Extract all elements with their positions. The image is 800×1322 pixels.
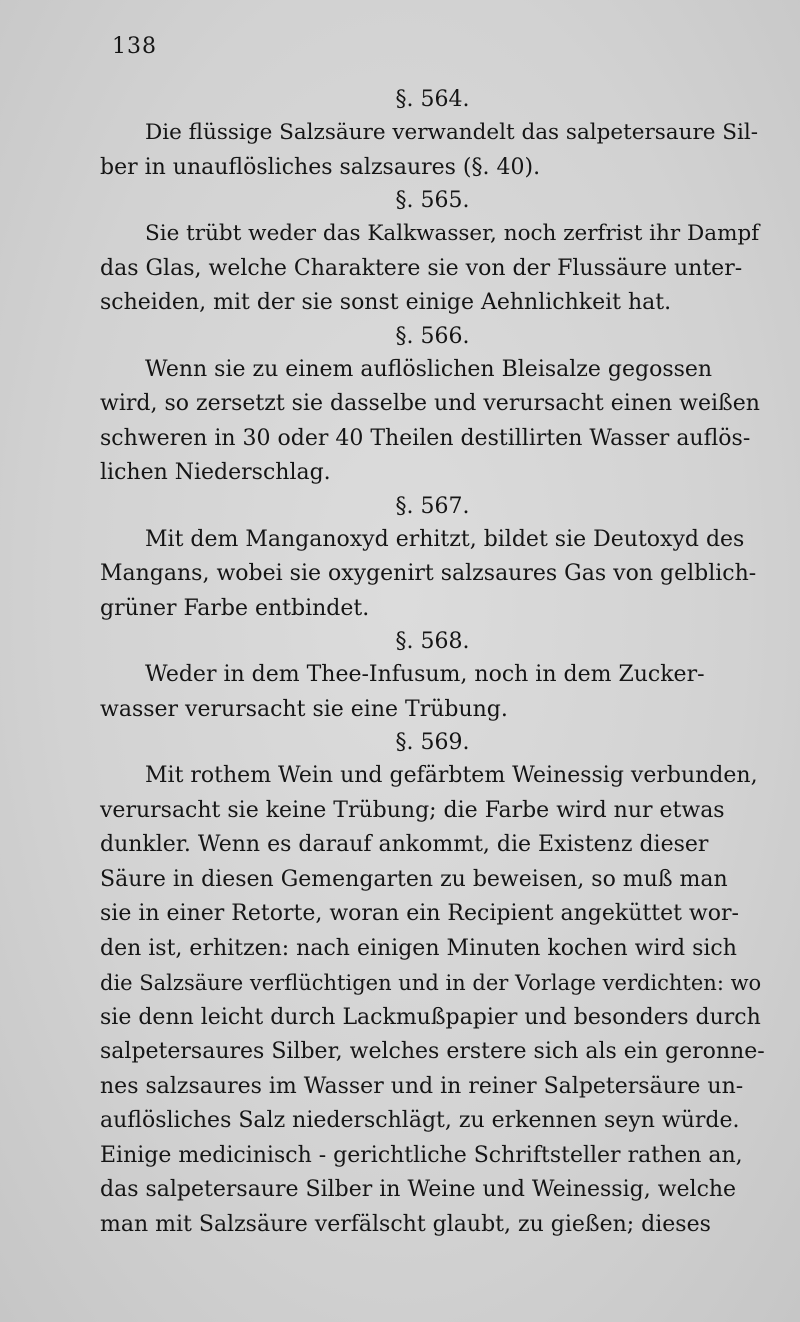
- text-line: wird, so zersetzt sie dasselbe und verursacht einen weißen: [100, 391, 760, 416]
- text-line: Wenn sie zu einem auflöslichen Bleisalze gegossen: [145, 356, 713, 382]
- text-line: Mit dem Manganoxyd erhitzt, bildet sie Deutoxyd des: [145, 526, 745, 552]
- section-568: [100, 626, 765, 727]
- text-line: den ist, erhitzen: nach einigen Minuten kochen wird sich: [100, 935, 737, 961]
- section-564: [100, 84, 765, 185]
- text-line: die Salzsäure verflüchtigen und in der Vorlage verdichten: wo: [100, 971, 762, 995]
- text-line: salpetersaures Silber, welches erstere sich als ein geronne-: [100, 1039, 765, 1064]
- text-line: man mit Salzsäure verfälscht glaubt, zu gießen; dieses: [100, 1211, 711, 1237]
- text-line: sie in einer Retorte, woran ein Recipient angeküttet wor-: [100, 901, 739, 926]
- text-line: dunkler. Wenn es darauf ankommt, die Existenz dieser: [100, 832, 709, 857]
- text-line: schweren in 30 oder 40 Theilen destillirten Wasser auflös-: [100, 425, 751, 451]
- section-paragraph: [100, 353, 765, 491]
- text-line: nes salzsaures im Wasser und in reiner Salpetersäure un-: [100, 1073, 744, 1099]
- text-line: Die flüssige Salzsäure verwandelt das salpetersaure Sil-: [145, 120, 759, 145]
- section-567: [100, 491, 765, 627]
- text-line: Weder in dem Thee-Infusum, noch in dem Zucker-: [145, 662, 705, 687]
- section-paragraph: [100, 217, 765, 321]
- text-line: ber in unauflösliches salzsaures (§. 40).: [100, 154, 541, 180]
- text-line: Einige medicinisch - gerichtliche Schriftsteller rathen an,: [100, 1142, 743, 1168]
- section-paragraph: [100, 523, 765, 627]
- text-line: sie denn leicht durch Lackmußpapier und besonders durch: [100, 1004, 761, 1030]
- text-line: wasser verursacht sie eine Trübung.: [100, 696, 508, 722]
- text-line: grüner Farbe entbindet.: [100, 595, 370, 621]
- section-565: [100, 185, 765, 321]
- text-line: Säure in diesen Gemengarten zu beweisen, so muß man: [100, 866, 728, 892]
- section-566: [100, 321, 765, 491]
- section-heading: §. 565.: [395, 188, 470, 213]
- page-content: [100, 80, 765, 1242]
- section-paragraph: [100, 658, 765, 727]
- section-paragraph: [100, 116, 765, 185]
- section-heading: §. 569.: [395, 730, 470, 755]
- text-line: das Glas, welche Charaktere sie von der Flussäure unter-: [100, 255, 743, 281]
- text-line: Mit rothem Wein und gefärbtem Weinessig verbunden,: [145, 763, 758, 788]
- text-line: verursacht sie keine Trübung; die Farbe wird nur etwas: [100, 797, 725, 823]
- section-heading: §. 568.: [395, 629, 470, 654]
- text-line: scheiden, mit der sie sonst einige Aehnlichkeit hat.: [100, 290, 672, 315]
- text-line: lichen Niederschlag.: [100, 460, 331, 485]
- text-line: auflösliches Salz niederschlägt, zu erkennen seyn würde.: [100, 1108, 740, 1133]
- section-heading: §. 566.: [395, 323, 470, 349]
- section-heading: §. 567.: [395, 493, 470, 519]
- text-line: das salpetersaure Silber in Weine und Weinessig, welche: [100, 1177, 737, 1202]
- page-number: 138: [112, 34, 157, 59]
- section-paragraph: [100, 759, 765, 1242]
- section-heading: §. 564.: [395, 87, 470, 112]
- text-line: Mangans, wobei sie oxygenirt salzsaures Gas von gelblich-: [100, 561, 757, 586]
- section-569: [100, 727, 765, 1242]
- text-line: Sie trübt weder das Kalkwasser, noch zerfrist ihr Dampf: [145, 221, 760, 246]
